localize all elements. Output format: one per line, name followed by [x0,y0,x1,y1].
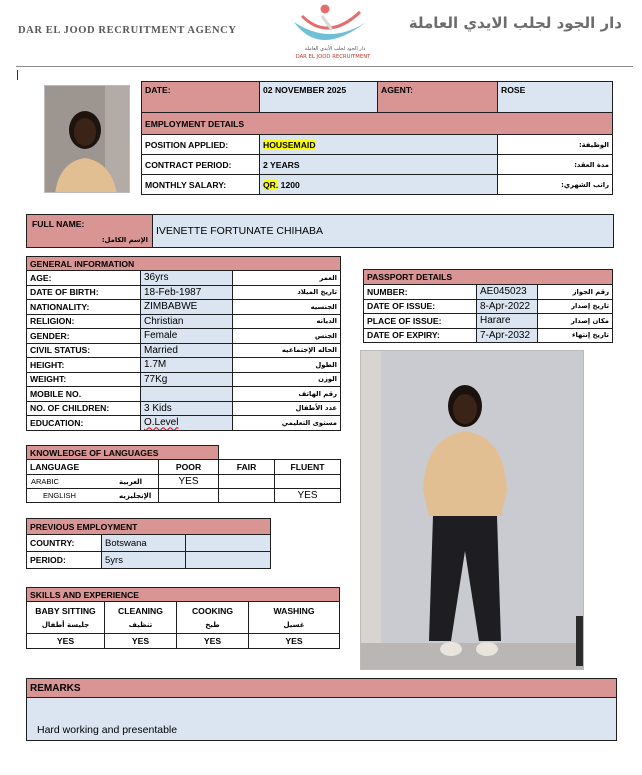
full-body-photo [360,350,584,670]
general-row [27,372,341,387]
passport-row [364,299,613,314]
language-row [27,475,341,489]
general-label: CIVIL STATUS: [27,343,141,358]
skills-table [26,587,340,649]
general-row [27,329,341,344]
general-label-arabic: مستوى التعليمي [233,416,341,431]
header-divider [16,66,633,67]
skill-value: YES [177,634,249,649]
general-row [27,358,341,373]
skill-value: YES [249,634,340,649]
general-label: NO. OF CHILDREN: [27,401,141,416]
salary-value-cell [260,175,498,195]
language-name: ENGLISH [43,491,76,500]
language-level-poor: YES [159,475,219,489]
remarks-section-title: REMARKS [27,679,617,698]
general-value: ZIMBABWE [141,300,233,315]
passport-value: Harare [477,314,538,329]
passport-row [364,328,613,343]
employment-section-title: EMPLOYMENT DETAILS [142,113,613,135]
position-value-cell [260,135,498,155]
skill-header-cell [249,602,340,634]
language-row [27,489,341,503]
passport-label-arabic: تاريخ إنتهاء [538,328,613,343]
language-level-fair [219,489,275,503]
passport-label-arabic: تاريخ إصدار [538,299,613,314]
general-value: O.Level [141,416,233,431]
skill-header-cell [105,602,177,634]
skills-section-title: SKILLS AND EXPERIENCE [27,588,340,602]
general-label-arabic: الجنسيه [233,300,341,315]
general-label: WEIGHT: [27,372,141,387]
text-cursor [17,70,18,80]
salary-currency: QR. [263,179,279,190]
passport-row [364,314,613,329]
salary-value: 1200 [278,179,300,190]
contract-value: 2 YEARS [260,155,498,175]
skill-name-arabic: تنظيف [128,620,153,629]
agent-label: AGENT: [378,82,498,113]
skill-name-arabic: طبخ [205,620,220,629]
general-label: AGE: [27,271,141,286]
remarks-text: Hard working and presentable [27,698,617,741]
skill-header-cell [177,602,249,634]
passport-table [363,269,613,343]
language-name-arabic: العربية [119,478,143,486]
general-label: EDUCATION: [27,416,141,431]
general-label-arabic: العمر [233,271,341,286]
logo-caption-english: DAR EL JOOD RECRUITMENT [295,54,371,60]
general-row [27,416,341,431]
fullname-label-arabic: الإسم الكامل: [101,236,148,244]
languages-header: LANGUAGE [27,460,159,475]
skills-value-row [27,634,340,649]
general-label-arabic: رقم الهاتف [233,387,341,402]
date-label: DATE: [142,82,260,113]
date-value: 02 NOVEMBER 2025 [260,82,378,113]
period-label: PERIOD: [27,552,102,569]
general-section-title: GENERAL INFORMATION [27,257,341,271]
languages-table [26,445,341,503]
languages-header-row [27,460,341,475]
general-value: 3 Kids [141,401,233,416]
skill-name: CLEANING [118,605,163,616]
general-label-arabic: عدد الأطفال [233,401,341,416]
country-value: Botswana [102,535,186,552]
passport-value: 8-Apr-2022 [477,299,538,314]
passport-row [364,285,613,300]
general-label: HEIGHT: [27,358,141,373]
general-label: GENDER: [27,329,141,344]
skill-name: BABY SITTING [35,605,96,616]
employment-table [141,81,613,195]
passport-label-arabic: رقم الجواز [538,285,613,300]
language-name-cell [27,489,159,503]
fullname-label: FULL NAME: [32,219,85,229]
fullname-table [26,214,614,248]
general-row [27,343,341,358]
fullname-label-cell [27,215,153,248]
general-row [27,285,341,300]
language-level-poor [159,489,219,503]
contract-label-arabic: مدة العقد: [498,155,613,175]
salary-label: MONTHLY SALARY: [142,175,260,195]
position-value: HOUSEMAID [263,139,316,150]
languages-header: FLUENT [275,460,341,475]
skill-name-arabic: غسيل [283,620,305,629]
languages-header: FAIR [219,460,275,475]
remarks-table [26,678,617,741]
language-level-fair [219,475,275,489]
skill-name-arabic: جليسة أطفال [41,620,90,629]
skill-header-cell [27,602,105,634]
general-label-arabic: الديانه [233,314,341,329]
general-value: Christian [141,314,233,329]
general-label-arabic: الحاله الإجتماعيه [233,343,341,358]
passport-label: DATE OF EXPIRY: [364,328,477,343]
general-label: NATIONALITY: [27,300,141,315]
general-label-arabic: تاريخ الميلاد [233,285,341,300]
skills-header-row [27,602,340,634]
position-label: POSITION APPLIED: [142,135,260,155]
portrait-photo [44,85,130,193]
general-label-arabic: الطول [233,358,341,373]
previous-employment-table [26,518,271,569]
general-value: 77Kg [141,372,233,387]
general-row [27,300,341,315]
passport-value: 7-Apr-2032 [477,328,538,343]
position-label-arabic: الوظيفة: [498,135,613,155]
passport-label: PLACE OF ISSUE: [364,314,477,329]
passport-section-title: PASSPORT DETAILS [364,270,613,285]
language-name-arabic: الإنجليزيه [119,492,152,500]
passport-value: AE045023 [477,285,538,300]
general-label-arabic: الجنس [233,329,341,344]
general-value: 18-Feb-1987 [141,285,233,300]
languages-section-title: KNOWLEDGE OF LANGUAGES [27,446,219,460]
logo-caption-arabic: دار الجود لجلب الأيدي العاملة [304,46,366,52]
agency-name-arabic: دار الجود لجلب الايدي العاملة [408,14,622,32]
general-row [27,314,341,329]
general-value: Married [141,343,233,358]
general-value: Female [141,329,233,344]
general-value: 36yrs [141,271,233,286]
general-info-table [26,256,341,431]
contract-label: CONTRACT PERIOD: [142,155,260,175]
skill-value: YES [105,634,177,649]
period-value: 5yrs [102,552,186,569]
language-name-cell [27,475,159,489]
salary-label-arabic: راتب الشهري: [498,175,613,195]
general-label: DATE OF BIRTH: [27,285,141,300]
passport-label-arabic: مكان إصدار [538,314,613,329]
language-level-fluent: YES [275,489,341,503]
general-row [27,271,341,286]
general-label: MOBILE NO. [27,387,141,402]
passport-label: NUMBER: [364,285,477,300]
skill-name: COOKING [191,605,234,616]
country-label: COUNTRY: [27,535,102,552]
previous-section-title: PREVIOUS EMPLOYMENT [27,519,271,535]
languages-header: POOR [159,460,219,475]
general-value: 1.7M [141,358,233,373]
language-name: ARABIC [31,477,59,486]
language-level-fluent [275,475,341,489]
passport-label: DATE OF ISSUE: [364,299,477,314]
general-row [27,401,341,416]
fullname-value: IVENETTE FORTUNATE CHIHABA [153,215,614,248]
agent-value: ROSE [498,82,613,113]
general-value [141,387,233,402]
skill-value: YES [27,634,105,649]
general-label: RELIGION: [27,314,141,329]
agency-name-english: DAR EL JOOD RECRUITMENT AGENCY [18,25,237,36]
general-row [27,387,341,402]
general-label-arabic: الوزن [233,372,341,387]
skill-name: WASHING [273,605,315,616]
